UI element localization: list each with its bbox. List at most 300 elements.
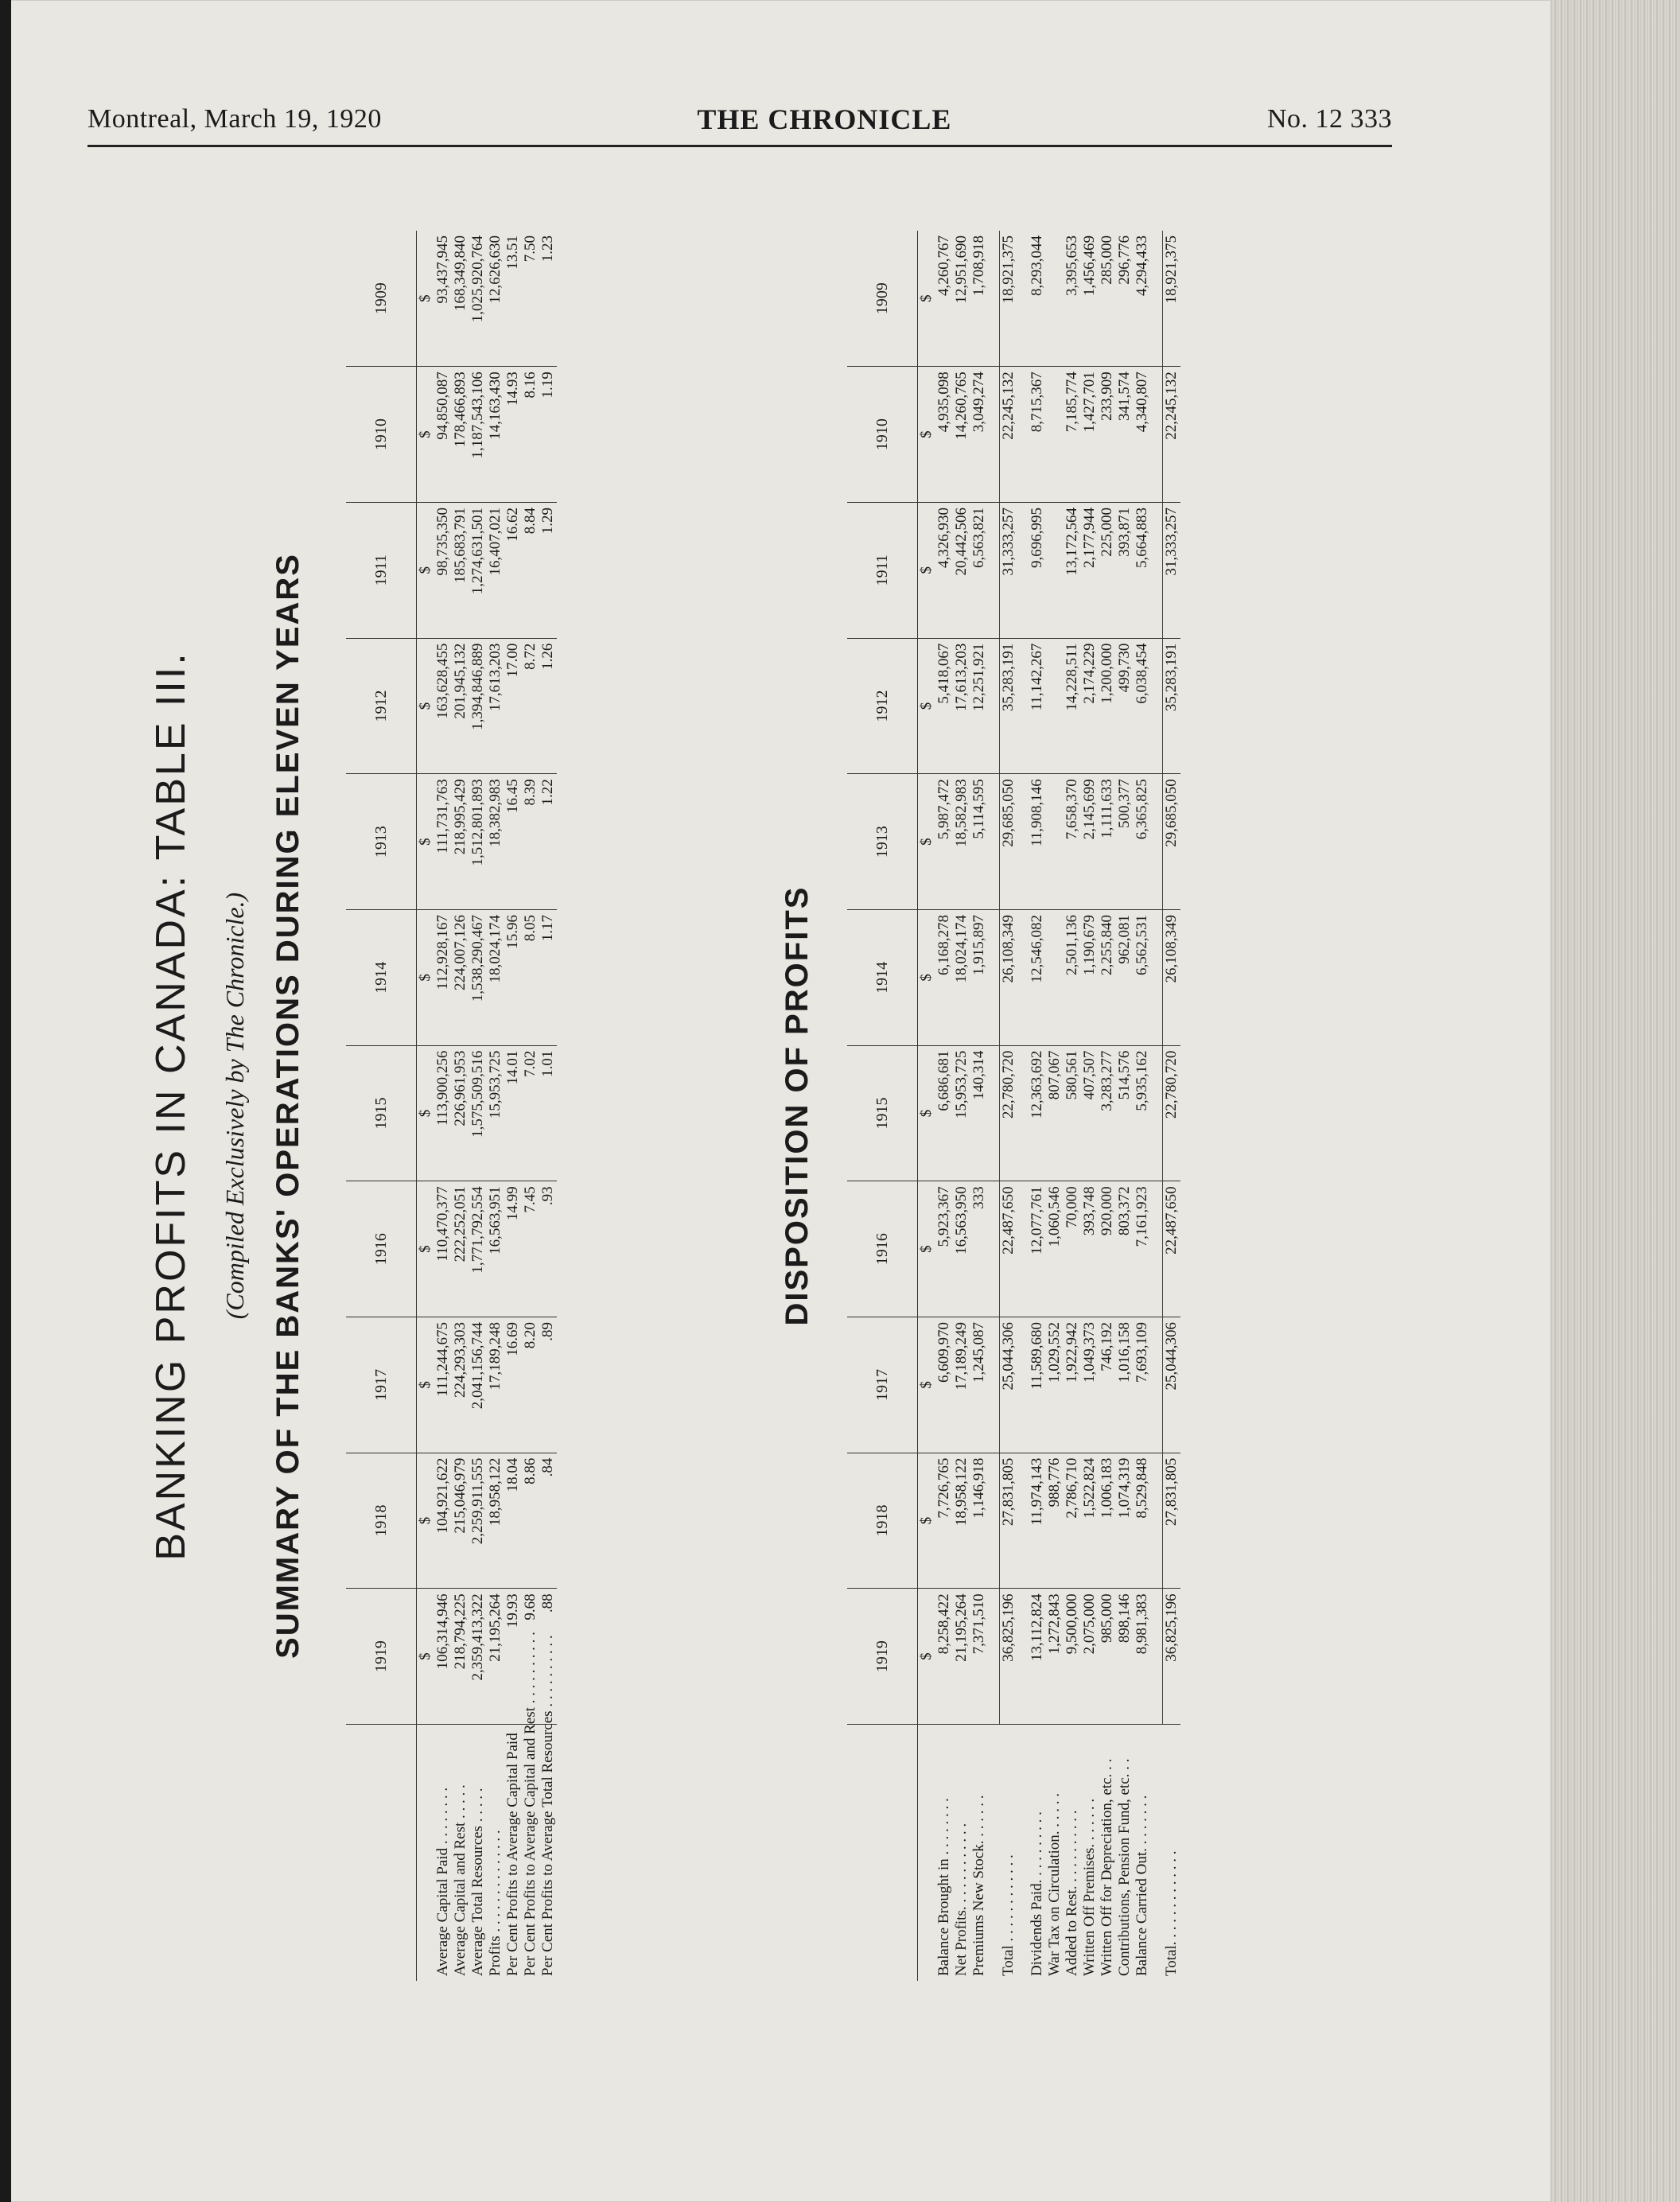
cell-value: .88	[539, 1589, 557, 1725]
row-label: Per Cent Profits to Average Capital Paid	[504, 1733, 521, 1976]
book-page-edges	[1551, 0, 1680, 2202]
currency-symbol: $	[417, 909, 435, 1045]
spacer-cell	[1017, 502, 1029, 638]
currency-symbol: $	[417, 774, 435, 910]
cell-value: 1,538,290,467	[469, 909, 487, 1045]
row-label: Contributions, Pension Fund, etc. . .	[1116, 1758, 1133, 1976]
summary-table	[346, 231, 557, 1981]
cell-value: 12,251,921	[970, 638, 988, 774]
cell-value: 1.01	[539, 1045, 557, 1181]
cell-value: 12,363,692	[1029, 1045, 1046, 1181]
year-column-header: 1918	[346, 1453, 417, 1589]
cell-value: 35,283,191	[1000, 638, 1018, 774]
spacer-cell	[1151, 502, 1163, 638]
spacer-cell	[1017, 1045, 1029, 1181]
cell-value: 6,686,681	[935, 1045, 953, 1181]
currency-symbol: $	[918, 1453, 936, 1589]
cell-value: 13.51	[504, 231, 522, 367]
cell-value: 1,274,631,501	[469, 502, 487, 638]
cell-value	[1046, 502, 1064, 638]
currency-symbol: $	[417, 502, 435, 638]
cell-value: .84	[539, 1453, 557, 1589]
cell-value: 70,000	[1064, 1181, 1081, 1317]
cell-value: 104,921,622	[434, 1453, 452, 1589]
cell-value: 807,067	[1046, 1045, 1064, 1181]
cell-value: 2,786,710	[1064, 1453, 1081, 1589]
row-label: War Tax on Circulation. . . . . .	[1046, 1792, 1063, 1976]
cell-value: 233,909	[1099, 367, 1116, 503]
cell-value: 16.69	[504, 1317, 522, 1453]
cell-value: 113,900,256	[434, 1045, 452, 1181]
spacer-cell	[1151, 231, 1163, 367]
cell-value: 920,000	[1099, 1181, 1116, 1317]
cell-value: 94,850,087	[434, 367, 452, 503]
cell-value: 393,871	[1116, 502, 1134, 638]
currency-symbol: $	[918, 1181, 936, 1317]
currency-symbol: $	[417, 367, 435, 503]
cell-value: 8.86	[522, 1453, 539, 1589]
cell-value: 393,748	[1081, 1181, 1099, 1317]
table-row	[1000, 231, 1018, 1981]
currency-symbol: $	[417, 638, 435, 774]
cell-value: 17,189,248	[487, 1317, 504, 1453]
currency-symbol: $	[918, 774, 936, 910]
cell-value: 168,349,840	[452, 231, 469, 367]
cell-value: 14,260,765	[953, 367, 970, 503]
rotated-table-sheet	[131, 175, 1372, 2037]
cell-value: 7.02	[522, 1045, 539, 1181]
cell-value: 8,529,848	[1134, 1453, 1151, 1589]
table-subtitle: (Compiled Exclusively by The Chronicle.)	[220, 892, 249, 1320]
cell-value: 18,382,983	[487, 774, 504, 910]
cell-value: 2,259,911,555	[469, 1453, 487, 1589]
cell-value: 18,024,174	[953, 909, 970, 1045]
cell-value: 25,044,306	[1000, 1317, 1018, 1453]
cell-value: 1,922,942	[1064, 1317, 1081, 1453]
header-rule	[88, 145, 1392, 147]
cell-value: 5,418,067	[935, 638, 953, 774]
table-row	[1029, 231, 1046, 1981]
cell-value: 224,293,303	[452, 1317, 469, 1453]
cell-value	[1046, 638, 1064, 774]
header-dateline: Montreal, March 19, 1920	[88, 104, 382, 134]
disposition-table	[847, 231, 1180, 1981]
cell-value: 16,563,950	[953, 1181, 970, 1317]
cell-value: 93,437,945	[434, 231, 452, 367]
cell-value: 3,283,277	[1099, 1045, 1116, 1181]
table-row	[504, 231, 522, 1981]
cell-value	[1046, 909, 1064, 1045]
cell-value: 2,075,000	[1081, 1589, 1099, 1725]
cell-value: 16.62	[504, 502, 522, 638]
cell-value: 7.50	[522, 231, 539, 367]
cell-value: 8,293,044	[1029, 231, 1046, 367]
currency-symbol: $	[417, 1589, 435, 1725]
cell-value: 9,500,000	[1064, 1589, 1081, 1725]
currency-row-label	[417, 1725, 435, 1982]
cell-value: 5,935,162	[1134, 1045, 1151, 1181]
table-row	[953, 231, 970, 1981]
cell-value: 140,314	[970, 1045, 988, 1181]
year-column-header: 1919	[847, 1589, 918, 1725]
cell-value: 218,995,429	[452, 774, 469, 910]
cell-value: 106,314,946	[434, 1589, 452, 1725]
disposition-table-body	[918, 231, 1181, 1981]
cell-value: 8.39	[522, 774, 539, 910]
cell-value: 1.17	[539, 909, 557, 1045]
cell-value: 514,576	[1116, 1045, 1134, 1181]
year-column-header: 1913	[346, 774, 417, 910]
year-column-header: 1910	[346, 367, 417, 503]
label-column-header	[346, 1725, 417, 1982]
cell-value: 15,953,725	[953, 1045, 970, 1181]
row-label: Per Cent Profits to Average Total Resources . . . . . . . . . .	[539, 1635, 556, 1976]
table-row	[935, 231, 953, 1981]
cell-value	[1046, 367, 1064, 503]
row-label: Balance Brought in . . . . . . . .	[935, 1798, 952, 1976]
cell-value: 1.29	[539, 502, 557, 638]
table-row	[1163, 231, 1181, 1981]
spacer-row	[1151, 231, 1163, 1981]
cell-value: 22,487,650	[1000, 1181, 1018, 1317]
cell-value: 178,466,893	[452, 367, 469, 503]
currency-symbol: $	[918, 367, 936, 503]
cell-value: 31,333,257	[1000, 502, 1018, 638]
cell-value: 580,561	[1064, 1045, 1081, 1181]
cell-value: 27,831,805	[1000, 1453, 1018, 1589]
cell-value: 215,046,979	[452, 1453, 469, 1589]
cell-value: 225,000	[1099, 502, 1116, 638]
currency-symbol: $	[918, 1589, 936, 1725]
cell-value: 8,981,383	[1134, 1589, 1151, 1725]
cell-value: 7,658,370	[1064, 774, 1081, 910]
cell-value: 18,958,122	[487, 1453, 504, 1589]
cell-value: 6,365,825	[1134, 774, 1151, 910]
cell-value: 7,185,774	[1064, 367, 1081, 503]
cell-value: 2,174,229	[1081, 638, 1099, 774]
year-column-header: 1919	[346, 1589, 417, 1725]
cell-value: 985,000	[1099, 1589, 1116, 1725]
table-row	[452, 231, 469, 1981]
header-issue-page: No. 12 333	[1266, 104, 1392, 134]
table-row	[469, 231, 487, 1981]
cell-value: 1,025,920,764	[469, 231, 487, 367]
cell-value: 6,609,970	[935, 1317, 953, 1453]
cell-value: 1,915,897	[970, 909, 988, 1045]
currency-symbol: $	[918, 1317, 936, 1453]
cell-value: 17,613,203	[953, 638, 970, 774]
cell-value: 14,163,430	[487, 367, 504, 503]
cell-value: 1,060,546	[1046, 1181, 1064, 1317]
spacer-cell	[1151, 1725, 1163, 1982]
summary-table-body	[417, 231, 558, 1981]
year-column-header: 1910	[847, 367, 918, 503]
cell-value: 7,693,109	[1134, 1317, 1151, 1453]
cell-value: 22,245,132	[1000, 367, 1018, 503]
cell-value: 16,563,951	[487, 1181, 504, 1317]
cell-value: 18,921,375	[1000, 231, 1018, 367]
cell-value: 8,715,367	[1029, 367, 1046, 503]
cell-value: 21,195,264	[487, 1589, 504, 1725]
cell-value: 6,038,454	[1134, 638, 1151, 774]
cell-value: 2,501,136	[1064, 909, 1081, 1045]
cell-value: 2,145,699	[1081, 774, 1099, 910]
currency-symbol: $	[918, 231, 936, 367]
cell-value: 1,456,469	[1081, 231, 1099, 367]
spacer-cell	[1017, 1589, 1029, 1725]
cell-value: 2,359,413,322	[469, 1589, 487, 1725]
summary-heading: SUMMARY OF THE BANKS' OPERATIONS DURING ELEVEN YEARS	[270, 553, 305, 1659]
scan-edge	[0, 0, 11, 2202]
spacer-cell	[1151, 909, 1163, 1045]
cell-value: 803,372	[1116, 1181, 1134, 1317]
cell-value: 111,731,763	[434, 774, 452, 910]
cell-value: 1,771,792,554	[469, 1181, 487, 1317]
cell-value: 163,628,455	[434, 638, 452, 774]
cell-value: 31,333,257	[1163, 502, 1181, 638]
cell-value: 1,049,373	[1081, 1317, 1099, 1453]
cell-value: 7.45	[522, 1181, 539, 1317]
cell-value: 22,780,720	[1000, 1045, 1018, 1181]
spacer-cell	[1151, 774, 1163, 910]
row-label: Written Off Premises. . . . . . .	[1081, 1798, 1098, 1976]
cell-value: 6,563,821	[970, 502, 988, 638]
cell-value: 226,961,953	[452, 1045, 469, 1181]
row-label: Total. . . . . . . . . . . . .	[1162, 1850, 1180, 1976]
cell-value: 1,006,183	[1099, 1453, 1116, 1589]
cell-value: 26,108,349	[1000, 909, 1018, 1045]
cell-value: 746,192	[1099, 1317, 1116, 1453]
year-column-header: 1909	[847, 231, 918, 367]
cell-value: 8.72	[522, 638, 539, 774]
table-row	[1116, 231, 1134, 1981]
cell-value: 36,825,196	[1163, 1589, 1181, 1725]
spacer-cell	[988, 502, 1000, 638]
cell-value: .89	[539, 1317, 557, 1453]
cell-value: 962,081	[1116, 909, 1134, 1045]
table-row	[1081, 231, 1099, 1981]
spacer-cell	[1017, 774, 1029, 910]
year-column-header: 1912	[847, 638, 918, 774]
row-label: Net Profits. . . . . . . . . . . .	[953, 1823, 970, 1976]
cell-value: 1,512,801,893	[469, 774, 487, 910]
cell-value: 110,470,377	[434, 1181, 452, 1317]
cell-value: 18,024,174	[487, 909, 504, 1045]
table-row	[539, 231, 557, 1981]
cell-value: 4,294,433	[1134, 231, 1151, 367]
cell-value: 3,395,653	[1064, 231, 1081, 367]
cell-value: 4,935,098	[935, 367, 953, 503]
cell-value: 5,664,883	[1134, 502, 1151, 638]
year-column-header: 1916	[346, 1181, 417, 1317]
cell-value: 20,442,506	[953, 502, 970, 638]
year-column-header: 1915	[847, 1045, 918, 1181]
cell-value: 9.68	[522, 1589, 539, 1725]
currency-symbol: $	[918, 502, 936, 638]
cell-value: 1.26	[539, 638, 557, 774]
cell-value: 988,776	[1046, 1453, 1064, 1589]
cell-value: 222,252,051	[452, 1181, 469, 1317]
running-head	[88, 95, 1392, 143]
row-label: Average Total Resources . . . . .	[469, 1788, 486, 1976]
currency-symbol: $	[417, 1045, 435, 1181]
cell-value: 1,187,543,106	[469, 367, 487, 503]
cell-value: 3,049,274	[970, 367, 988, 503]
table-row	[434, 231, 452, 1981]
cell-value: 1,029,552	[1046, 1317, 1064, 1453]
cell-value: 1,074,319	[1116, 1453, 1134, 1589]
cell-value: 1,427,701	[1081, 367, 1099, 503]
cell-value: 2,255,840	[1099, 909, 1116, 1045]
cell-value: 11,142,267	[1029, 638, 1046, 774]
table-row	[487, 231, 504, 1981]
cell-value: 333	[970, 1181, 988, 1317]
row-label: Premiums New Stock. . . . . . .	[970, 1795, 987, 1976]
disposition-header-row	[847, 231, 918, 1981]
cell-value: 35,283,191	[1163, 638, 1181, 774]
cell-value: 1.19	[539, 367, 557, 503]
cell-value: 1,016,158	[1116, 1317, 1134, 1453]
cell-value: 5,114,595	[970, 774, 988, 910]
cell-value: 111,244,675	[434, 1317, 452, 1453]
spacer-cell	[1151, 1317, 1163, 1453]
cell-value: 8,258,422	[935, 1589, 953, 1725]
currency-symbol: $	[417, 1453, 435, 1589]
cell-value: 12,951,690	[953, 231, 970, 367]
cell-value: 341,574	[1116, 367, 1134, 503]
spacer-row	[1017, 231, 1029, 1981]
currency-row-label	[918, 1725, 936, 1982]
cell-value: 9,696,995	[1029, 502, 1046, 638]
cell-value: 11,589,680	[1029, 1317, 1046, 1453]
header-publication: THE CHRONICLE	[697, 103, 952, 135]
cell-value: 1,394,846,889	[469, 638, 487, 774]
cell-value: 19.93	[504, 1589, 522, 1725]
cell-value	[1046, 774, 1064, 910]
year-column-header: 1915	[346, 1045, 417, 1181]
currency-symbol: $	[918, 1045, 936, 1181]
cell-value: 285,000	[1099, 231, 1116, 367]
cell-value: 17,613,203	[487, 638, 504, 774]
table-row	[1134, 231, 1151, 1981]
row-label: Added to Rest. . . . . . . . . . .	[1064, 1810, 1080, 1976]
cell-value: 8.84	[522, 502, 539, 638]
cell-value: 8.16	[522, 367, 539, 503]
row-label: Per Cent Profits to Average Capital and Rest . . . . . . . . . .	[522, 1632, 539, 1976]
cell-value: 21,195,264	[953, 1589, 970, 1725]
cell-value: 8.05	[522, 909, 539, 1045]
currency-row	[918, 231, 936, 1981]
spacer-cell	[988, 909, 1000, 1045]
year-column-header: 1911	[847, 502, 918, 638]
table-row	[522, 231, 539, 1981]
cell-value: 2,041,156,744	[469, 1317, 487, 1453]
row-label: Total . . . . . . . . . . . .	[999, 1854, 1017, 1976]
label-column-header	[847, 1725, 918, 1982]
cell-value: 4,340,807	[1134, 367, 1151, 503]
spacer-cell	[988, 774, 1000, 910]
spacer-cell	[1017, 1453, 1029, 1589]
spacer-cell	[988, 1589, 1000, 1725]
spacer-cell	[988, 1045, 1000, 1181]
spacer-cell	[1151, 1589, 1163, 1725]
year-column-header: 1911	[346, 502, 417, 638]
cell-value: 4,260,767	[935, 231, 953, 367]
summary-header-row	[346, 231, 417, 1981]
cell-value: 25,044,306	[1163, 1317, 1181, 1453]
spacer-cell	[1017, 367, 1029, 503]
cell-value: 1,708,918	[970, 231, 988, 367]
cell-value: 7,726,765	[935, 1453, 953, 1589]
cell-value: 26,108,349	[1163, 909, 1181, 1045]
cell-value: 1.22	[539, 774, 557, 910]
cell-value: 1,522,824	[1081, 1453, 1099, 1589]
spacer-cell	[988, 1725, 1000, 1982]
cell-value: 5,923,367	[935, 1181, 953, 1317]
cell-value: 17,189,249	[953, 1317, 970, 1453]
spacer-cell	[1017, 1181, 1029, 1317]
cell-value: 27,831,805	[1163, 1453, 1181, 1589]
cell-value: 36,825,196	[1000, 1589, 1018, 1725]
spacer-cell	[988, 638, 1000, 774]
spacer-cell	[1151, 367, 1163, 503]
cell-value: 15.96	[504, 909, 522, 1045]
cell-value: 1,200,000	[1099, 638, 1116, 774]
row-label: Average Capital and Rest . . . . .	[452, 1784, 469, 1976]
cell-value: 7,371,510	[970, 1589, 988, 1725]
cell-value: 12,626,630	[487, 231, 504, 367]
cell-value: 11,908,146	[1029, 774, 1046, 910]
spacer-cell	[1151, 1045, 1163, 1181]
cell-value: 15,953,725	[487, 1045, 504, 1181]
cell-value: 112,928,167	[434, 909, 452, 1045]
year-column-header: 1909	[346, 231, 417, 367]
cell-value: 7,161,923	[1134, 1181, 1151, 1317]
cell-value: 29,685,050	[1163, 774, 1181, 910]
cell-value: 1,245,087	[970, 1317, 988, 1453]
cell-value: 22,780,720	[1163, 1045, 1181, 1181]
cell-value: 407,507	[1081, 1045, 1099, 1181]
spacer-cell	[988, 1453, 1000, 1589]
spacer-cell	[1151, 638, 1163, 774]
row-label: Average Capital Paid . . . . . . . .	[434, 1787, 451, 1976]
cell-value: 22,245,132	[1163, 367, 1181, 503]
currency-symbol: $	[417, 1317, 435, 1453]
cell-value: 18,582,983	[953, 774, 970, 910]
cell-value: .93	[539, 1181, 557, 1317]
cell-value: 18.04	[504, 1453, 522, 1589]
cell-value: 1,146,918	[970, 1453, 988, 1589]
cell-value: 29,685,050	[1000, 774, 1018, 910]
cell-value: 201,945,132	[452, 638, 469, 774]
spacer-row	[988, 231, 1000, 1981]
table-main-title: BANKING PROFITS IN CANADA: TABLE III.	[148, 651, 194, 1561]
table-row	[1046, 231, 1064, 1981]
spacer-cell	[988, 1317, 1000, 1453]
table-row	[1099, 231, 1116, 1981]
cell-value: 500,377	[1116, 774, 1134, 910]
cell-value: 98,735,350	[434, 502, 452, 638]
spacer-cell	[988, 231, 1000, 367]
cell-value: 17.00	[504, 638, 522, 774]
row-label: Balance Carried Out. . . . . . . .	[1134, 1795, 1150, 1976]
cell-value: 4,326,930	[935, 502, 953, 638]
year-column-header: 1914	[346, 909, 417, 1045]
cell-value: 13,172,564	[1064, 502, 1081, 638]
currency-symbol: $	[417, 1181, 435, 1317]
cell-value: 6,168,278	[935, 909, 953, 1045]
table-row	[1064, 231, 1081, 1981]
